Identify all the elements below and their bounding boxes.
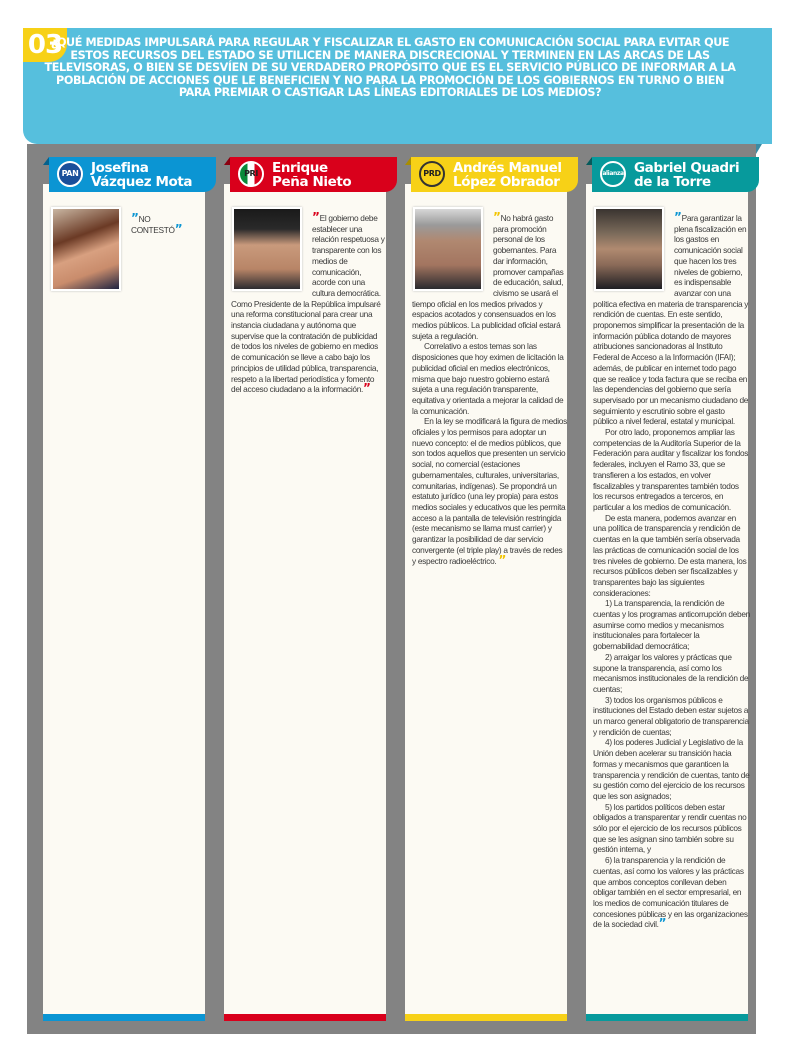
candidate-photo-vazquez-mota	[51, 207, 121, 291]
column-color-bar	[43, 1014, 205, 1021]
candidate-name-line2: de la Torre	[634, 174, 711, 190]
answer-vazquez-mota	[131, 211, 203, 236]
candidate-name-line2: López Obrador	[453, 174, 560, 190]
panel-edge-decoration	[756, 144, 762, 154]
pri-logo-icon	[238, 161, 264, 187]
close-quote-icon: ”	[363, 381, 371, 396]
answer-pena-nieto	[231, 210, 385, 396]
close-quote-icon: ”	[498, 552, 507, 567]
candidate-name-line1: Enrique	[272, 160, 328, 176]
answer-paragraph: 3) todos los organismos públicos e instituciones del Estado deben estar sujetos a un marco general obligatorio de transparencia y rendición de cuentas;	[593, 694, 749, 737]
answer-paragraph: De esta manera, podemos avanzar en una política de transparencia y rendición de cuentas en la que también sería observada las prácticas de comunicación social de los tres niveles de gobierno. De esta manera, los recursos públicos deben ser fiscalizables y transparentes bajo las siguientes consideraciones:	[593, 512, 747, 598]
answer-paragraph: 2) arraigar los valores y prácticas que supone la transparencia, así como los mecanismos institucionales de la rendición de cuentas;	[593, 651, 749, 694]
question-number: 03	[23, 28, 67, 62]
open-quote-icon: ”	[674, 210, 682, 224]
party-name: PRD	[423, 169, 441, 178]
answer-paragraph: En la ley se modificará la figura de medios oficiales y los permisos para adoptar un nuevo concepto: el de medios públicos, que son todos aquellos que presenten un servicio social, no comercial (estaciones gubernamentales, culturales, universitarias, comunitarias, indígenas). Se propondrá un estatuto jurídico (una ley propia) para estos medios sociales y educativos que les permita acceso a la pantalla de televisión restringida (este mecanismo se llama must carrier) y garantizar la posibilidad de dar servicio convergente (el triple play) a través de redes y espectro radioeléctrico.	[412, 416, 567, 566]
party-name: PAN	[61, 169, 79, 178]
open-quote-icon: ”	[131, 211, 139, 225]
candidate-header-pena-nieto	[230, 157, 397, 192]
answer-paragraph: Por otro lado, proponemos ampliar las competencias de la Auditoría Superior de la Federación para auditar y fiscalizar los fondos federales, incluyen el Ramo 33, que se transfieren a los estados, en volver fiscalizables y transparentes también todos los recursos entregados a terceros, en particular a los medios de comunicación.	[593, 427, 749, 512]
party-name: alianza	[602, 170, 624, 177]
pan-logo-icon	[57, 161, 83, 187]
answer-paragraph: 5) los partidos políticos deben estar obligados a transparentar y rendir cuentas no sólo por el ejercicio de los recursos públicos que se les asignan sino también sobre su gestión interna, y	[593, 801, 747, 855]
column-color-bar	[405, 1014, 567, 1021]
open-quote-icon: ”	[493, 210, 501, 224]
candidate-name-line1: Josefina	[91, 160, 149, 176]
photo-spacer	[412, 213, 493, 288]
close-quote-icon: ”	[174, 221, 183, 236]
candidate-header-vazquez-mota	[49, 157, 216, 192]
candidate-header-lopez-obrador	[411, 157, 578, 192]
open-quote-icon: ”	[312, 210, 320, 224]
alianza-logo-icon	[600, 161, 626, 187]
candidate-name-line2: Peña Nieto	[272, 174, 352, 190]
answer-paragraph: Correlativo a estos temas son las disposiciones que hoy eximen de licitación la publicidad oficial en medios electrónicos, misma que bajo nuestro gobierno estará sujeta a una regulación transparente, equitativa y orientada a mejorar la calidad de la comunicación.	[412, 341, 564, 416]
answer-paragraph: 6) la transparencia y la rendición de cuentas, así como los valores y las prácticas que ambos conceptos conllevan deben obligar también en el sector empresarial, en los medios de comunicación titulares de concesiones públicas y en las organizaciones de la sociedad civil.	[593, 855, 748, 930]
answer-paragraph: Para garantizar la plena fiscalización en los gastos en comunicación social que hacen los tres niveles de gobierno, es indispensable avanzar con una política efectiva en materia de transparencia y rendición de cuentas. En este sentido, proponemos simplificar la presentación de la información pública dotando de mayores atribuciones sancionadoras al Instituto Federal de Acceso a la Información (IFAI); además, de publicar en internet todo pago que se realice y toda factura que se reciba en las dependencias del gobierno que sería supervisado por un mecanismo ciudadano de seguimiento y escrutinio sobre el gasto público a nivel federal, estatal y municipal.	[593, 213, 749, 427]
answer-paragraph: Como Presidente de la República impulsaré una reforma constitucional para crear una instancia ciudadana y autónoma que supervise que la contratación de publicidad de todos los niveles de gobierno en medios de comunicación se lleve a cabo bajo los principios de utilidad pública, transparencia, respeto a la libertad periodística y fomento del acceso ciudadano a la información.	[231, 298, 381, 395]
answer-paragraph: 4) los poderes Judicial y Legislativo de la Unión deben acelerar su transición hacia formas y mecanismos que garanticen la transparencia y rendición de cuentas, tanto de su gestión como del ejercicio de los recursos que les son asignados;	[593, 737, 750, 801]
photo-spacer	[231, 213, 312, 291]
answer-paragraph: 1) La transparencia, la rendición de cuentas y los programas anticorrupción deben asumirse como medios y mecanismos institucionales para fortalecer la gobernabilidad democrática;	[593, 598, 750, 652]
column-vazquez-mota	[43, 184, 205, 1014]
candidate-header-quadri	[592, 157, 759, 192]
column-color-bar	[224, 1014, 386, 1021]
column-color-bar	[586, 1014, 748, 1021]
party-name: PRI	[244, 169, 258, 178]
answer-paragraph: No habrá gasto para promoción personal de los gobernantes. Para dar información, promover campañas de educación, salud, civismo se usará el tiempo oficial en los medios privados y espacios acotados y consensuados en los medios públicos. La publicidad oficial estará sujeta a regulación.	[412, 213, 564, 341]
close-quote-icon: ”	[658, 916, 667, 931]
candidate-name-line2: Vázquez Mota	[91, 174, 193, 190]
prd-sun-logo-icon	[419, 161, 445, 187]
question-text: ¿QUÉ MEDIDAS IMPULSARÁ PARA REGULAR Y FISCALIZAR EL GASTO EN COMUNICACIÓN SOCIAL PARA EVITAR QUE ESTOS RECURSOS DEL ESTADO SE UTILICEN DE MANERA DISCRECIONAL Y TERMINEN EN LAS ARCAS DE LAS TELEVISORAS, O BIEN SE DESVÍEN DE SU VERDADERO PROPÓSITO QUE ES EL SERVICIO PÚBLICO DE INFORMAR A LA POBLACIÓN DE ACCIONES QUE LE BENEFICIEN Y NO PARA LA PROMOCIÓN DE LOS GOBIERNOS EN TURNO O BIEN PARA PREMIAR O CASTIGAR LAS LÍNEAS EDITORIALES DE LOS MEDIOS?	[44, 36, 736, 100]
answer-paragraph: El gobierno debe establecer una relación respetuosa y transparente con los medios de comunicación, acorde con una cultura democrática.	[312, 213, 385, 298]
answer-paragraph: NO CONTESTÓ	[131, 214, 175, 235]
photo-spacer	[593, 213, 674, 288]
answer-lopez-obrador	[412, 210, 567, 567]
answer-quadri	[593, 210, 750, 931]
candidate-name-line1: Andrés Manuel	[453, 160, 562, 176]
candidate-name-line1: Gabriel Quadri	[634, 160, 740, 176]
